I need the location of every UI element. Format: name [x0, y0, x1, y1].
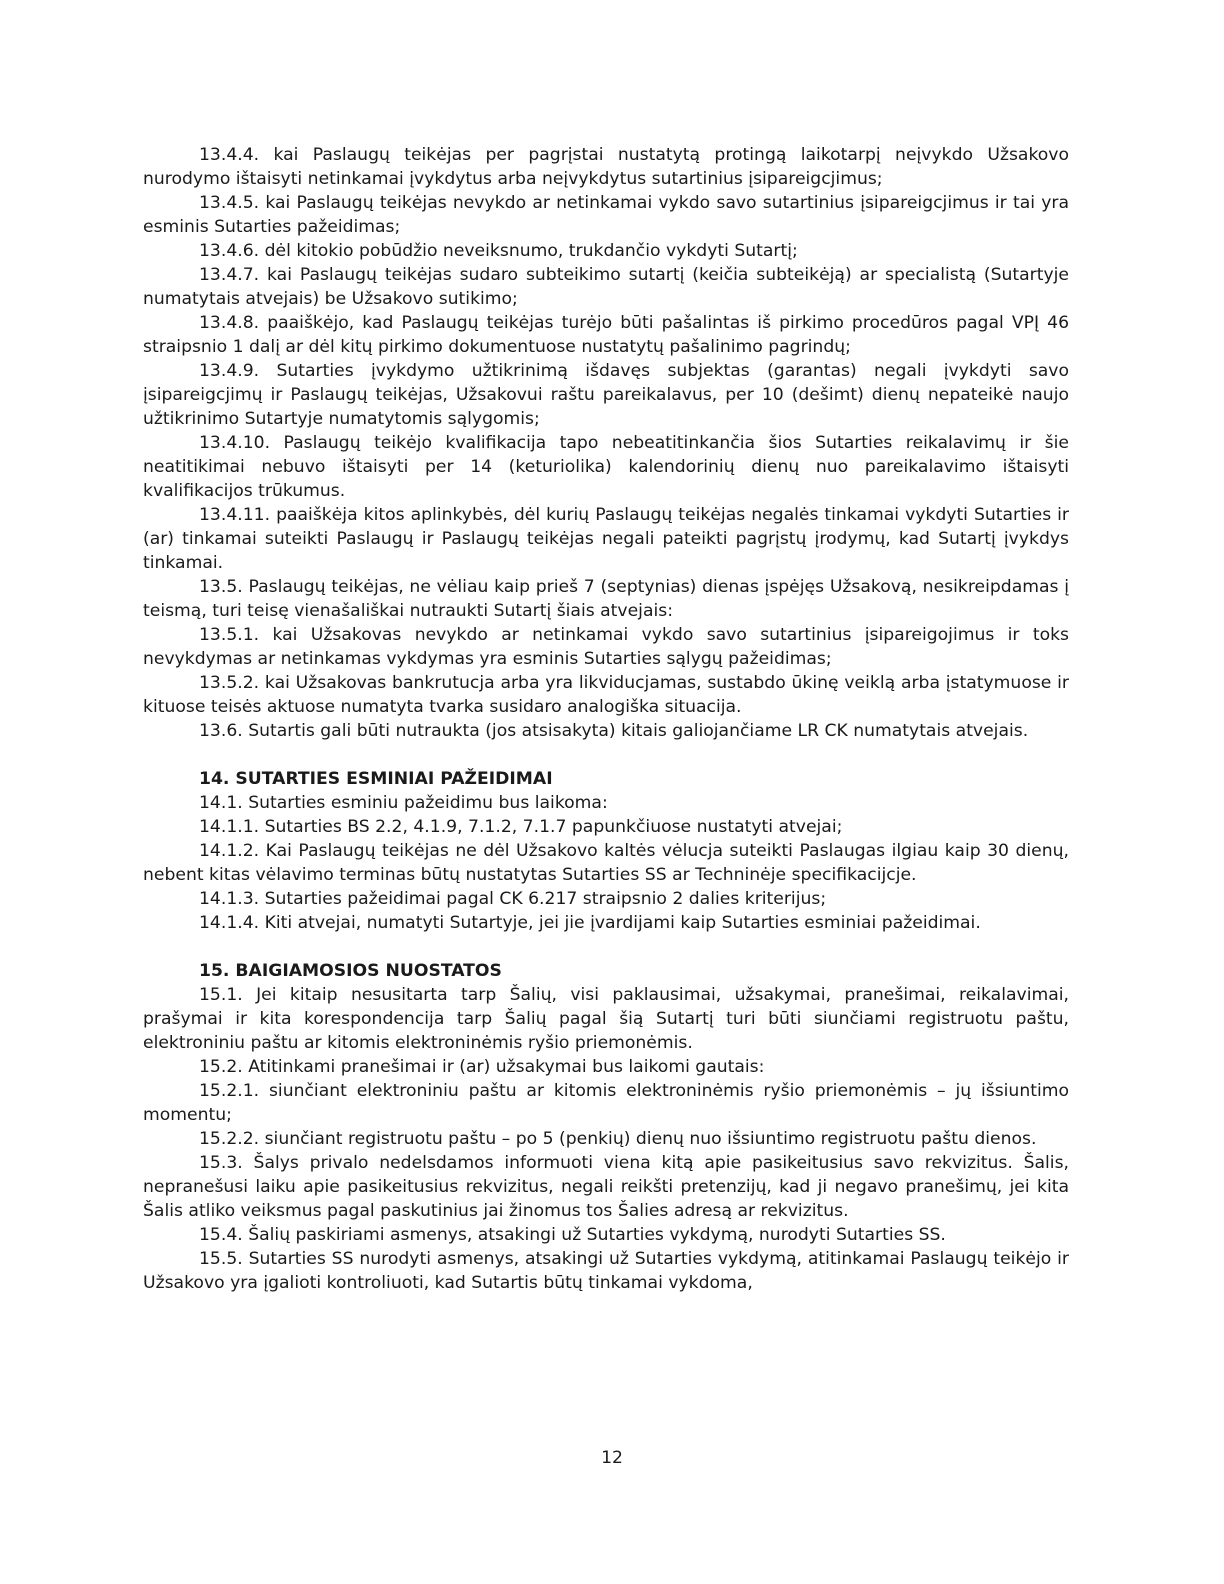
clause-13-4-4: 13.4.4. kai Paslaugų teikėjas per pagrįstai nustatytą protingą laikotarpį neįvykdo Užsakovo nurodymo ištaisyti netinkamai įvykdytus arba neįvykdytus sutartinius įsipareigcjimus; [143, 145, 1069, 189]
clause-15-4: 15.4. Šalių paskiriami asmenys, atsakingi už Sutarties vykdymą, nurodyti Sutarties SS. [199, 1225, 946, 1245]
clause-13-4-6: 13.4.6. dėl kitokio pobūdžio neveiksnumo, trukdančio vykdyti Sutartį; [199, 241, 798, 261]
clause-15-3: 15.3. Šalys privalo nedelsdamos informuoti viena kitą apie pasikeitusius savo rekvizitus. Šalis, nepranešusi laiku apie pasikeitusius rekvizitus, negali reikšti pretenzijų, kad ji negavo pranešimų, jei kita Šalis atliko veiksmus pagal paskutinius jai žinomus tos Šalies adresą ar rekvizitus. [143, 1153, 1069, 1221]
clause-13-4-11: 13.4.11. paaiškėja kitos aplinkybės, dėl kurių Paslaugų teikėjas negalės tinkamai vykdyti Sutarties ir (ar) tinkamai suteikti Paslaugų ir Paslaugų teikėjas negali pateikti pagrįstų įrodymų, kad Sutartį įvykdys tinkamai. [143, 505, 1069, 573]
section-14-heading: 14. SUTARTIES ESMINIAI PAŽEIDIMAI [199, 769, 553, 789]
clause-13-5-1: 13.5.1. kai Užsakovas nevykdo ar netinkamai vykdo savo sutartinius įsipareigojimus ir toks nevykdymas ar netinkamas vykdymas yra esminis Sutarties sąlygų pažeidimas; [143, 625, 1069, 669]
clause-13-5-2: 13.5.2. kai Užsakovas bankrutucja arba yra likviducjamas, sustabdo ūkinę veiklą arba įstatymuose ir kituose teisės aktuose numatyta tvarka susidaro analogiška situacija. [143, 673, 1069, 717]
clause-15-2: 15.2. Atitinkami pranešimai ir (ar) užsakymai bus laikomi gautais: [199, 1057, 765, 1077]
clause-13-4-9: 13.4.9. Sutarties įvykdymo užtikrinimą išdavęs subjektas (garantas) negali įvykdyti savo įsipareigcjimų ir Paslaugų teikėjas, Užsakovui raštu pareikalavus, per 10 (dešimt) dienų nepateikė naujo užtikrinimo Sutartyje numatytomis sąlygomis; [143, 361, 1069, 429]
clause-13-4-10: 13.4.10. Paslaugų teikėjo kvalifikacija tapo nebeatitinkančia šios Sutarties reikalavimų ir šie neatitikimai nebuvo ištaisyti per 14 (keturiolika) kalendorinių dienų nuo pareikalavimo ištaisyti kvalifikacijos trūkumus. [143, 433, 1069, 501]
section-spacer [143, 743, 1069, 767]
clause-14-1-1: 14.1.1. Sutarties BS 2.2, 4.1.9, 7.1.2, 7.1.7 papunkčiuose nustatyti atvejai; [199, 817, 843, 837]
clause-13-4-5: 13.4.5. kai Paslaugų teikėjas nevykdo ar netinkamai vykdo savo sutartinius įsipareigcjimus ir tai yra esminis Sutarties pažeidimas; [143, 193, 1069, 237]
clause-14-1: 14.1. Sutarties esminiu pažeidimu bus laikoma: [199, 793, 608, 813]
page-number: 12 [601, 1448, 623, 1468]
clause-14-1-4: 14.1.4. Kiti atvejai, numatyti Sutartyje, jei jie įvardijami kaip Sutarties esminiai pažeidimai. [199, 913, 981, 933]
clause-13-4-8: 13.4.8. paaiškėjo, kad Paslaugų teikėjas turėjo būti pašalintas iš pirkimo procedūros pagal VPĮ 46 straipsnio 1 dalį ar dėl kitų pirkimo dokumentuose nustatytų pašalinimo pagrindų; [143, 313, 1069, 357]
section-spacer [143, 935, 1069, 959]
clause-15-5: 15.5. Sutarties SS nurodyti asmenys, atsakingi už Sutarties vykdymą, atitinkamai Paslaugų teikėjo ir Užsakovo yra įgalioti kontroliuoti, kad Sutartis būtų tinkamai vykdoma, [143, 1249, 1069, 1293]
document-body [143, 143, 1069, 1295]
clause-13-4-7: 13.4.7. kai Paslaugų teikėjas sudaro subteikimo sutartį (keičia subteikėją) ar specialistą (Sutartyje numatytais atvejais) be Užsakovo sutikimo; [143, 265, 1069, 309]
clause-14-1-2: 14.1.2. Kai Paslaugų teikėjas ne dėl Užsakovo kaltės vėlucja suteikti Paslaugas ilgiau kaip 30 dienų, nebent kitas vėlavimo terminas būtų nustatytas Sutarties SS ar Techninėje specifikacijcje. [143, 841, 1069, 885]
clause-15-2-2: 15.2.2. siunčiant registruotu paštu – po 5 (penkių) dienų nuo išsiuntimo registruotu paštu dienos. [199, 1129, 1037, 1149]
clause-15-1: 15.1. Jei kitaip nesusitarta tarp Šalių, visi paklausimai, užsakymai, pranešimai, reikalavimai, prašymai ir kita korespondencija tarp Šalių pagal šią Sutartį turi būti siunčiami registruotu paštu, elektroniniu paštu ar kitomis elektroninėmis ryšio priemonėmis. [143, 985, 1069, 1053]
clause-15-2-1: 15.2.1. siunčiant elektroniniu paštu ar kitomis elektroninėmis ryšio priemonėmis – jų išsiuntimo momentu; [143, 1081, 1069, 1125]
section-15-heading: 15. BAIGIAMOSIOS NUOSTATOS [199, 961, 502, 981]
clause-13-6: 13.6. Sutartis gali būti nutraukta (jos atsisakyta) kitais galiojančiame LR CK numatytais atvejais. [199, 721, 1029, 741]
clause-14-1-3: 14.1.3. Sutarties pažeidimai pagal CK 6.217 straipsnio 2 dalies kriterijus; [199, 889, 827, 909]
clause-13-5: 13.5. Paslaugų teikėjas, ne vėliau kaip prieš 7 (septynias) dienas įspėjęs Užsakovą, nesikreipdamas į teismą, turi teisę vienašališkai nutraukti Sutartį šiais atvejais: [143, 577, 1069, 621]
